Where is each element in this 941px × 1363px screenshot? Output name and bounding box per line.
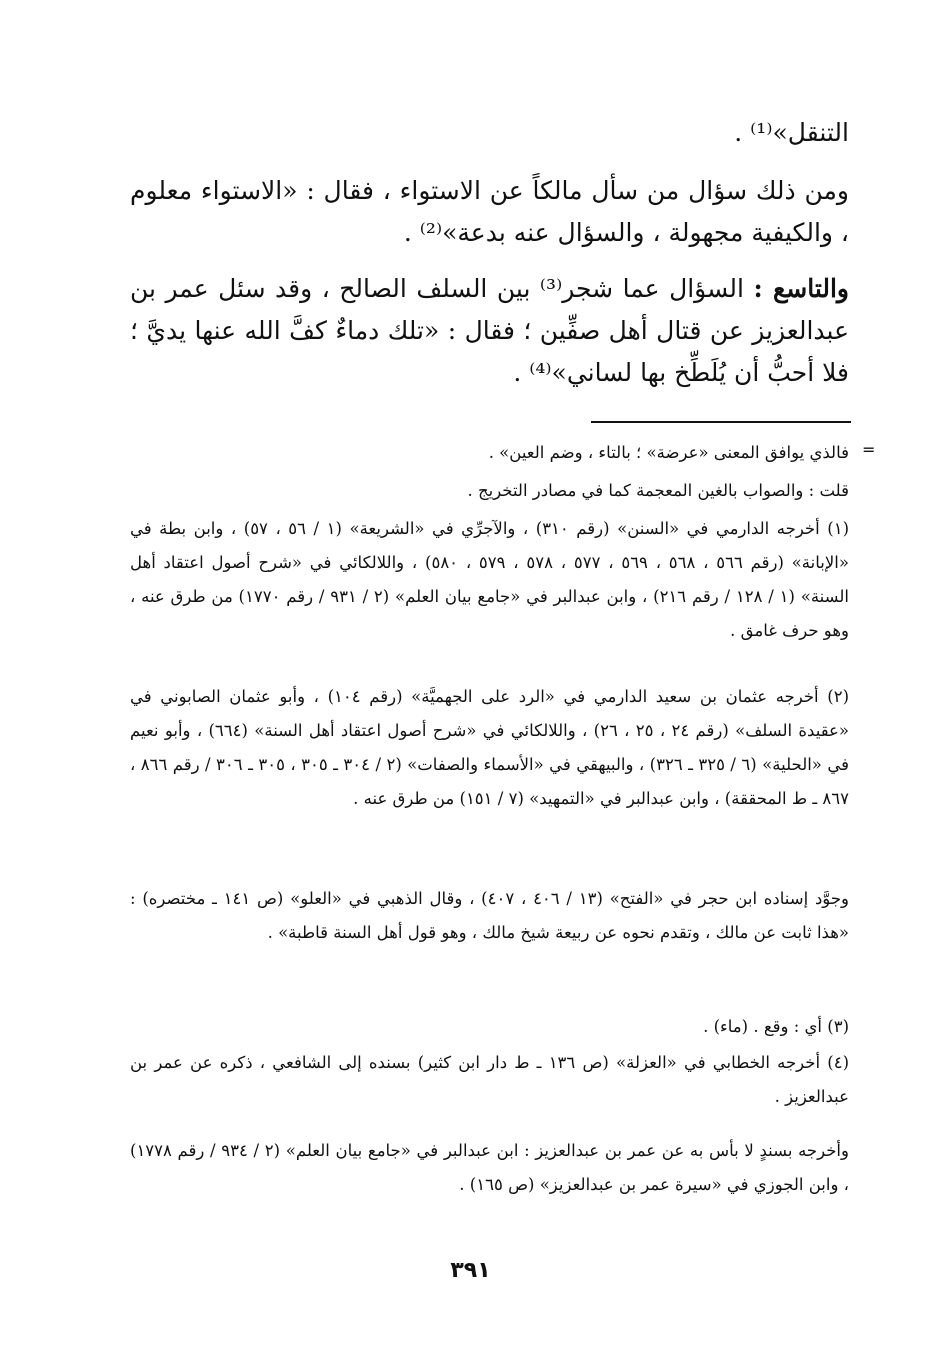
main-text-3 xyxy=(130,268,849,394)
footnote-2 xyxy=(130,680,849,816)
footnote-remark xyxy=(130,474,849,508)
section-text: السؤال عما شجر⁽³⁾ بين السلف الصالح ، وقد سئل عمر بن عبدالعزيز عن قتال أهل صفِّين ؛ فقال : «تلك دماءٌ كفَّ الله عنها يديَّ ؛ فلا أحبُّ أن يُلَطِّخ بها لساني»⁽⁴⁾ . xyxy=(130,274,849,387)
section-lead: والتاسع : xyxy=(753,274,849,303)
footnote-4 xyxy=(130,1046,849,1114)
main-text-1: التنقل»⁽¹⁾ . xyxy=(734,118,849,147)
footnote-separator xyxy=(591,421,851,423)
main-paragraph-2 xyxy=(130,170,849,254)
footnote-1 xyxy=(130,512,849,648)
footnote-text: (٣) أي : وقع . (ماء) . xyxy=(703,1017,849,1036)
footnote-text: فالذي يوافق المعنى «عرضة» ؛ بالتاء ، وضم العين» . xyxy=(488,443,849,462)
footnote-continued xyxy=(130,436,849,470)
footnote-4-extra xyxy=(130,1134,849,1202)
page-number: ٣٩١ xyxy=(450,1258,491,1283)
footnote-text: (٤) أخرجه الخطابي في «العزلة» (ص ١٣٦ ـ ط دار ابن كثير) بسنده إلى الشافعي ، ذكره عن عمر بن عبدالعزيز . xyxy=(130,1053,849,1106)
footnote-text: (٢) أخرجه عثمان بن سعيد الدارمي في «الرد على الجهميَّة» (رقم ١٠٤) ، وأبو عثمان الصابوني في «عقيدة السلف» (رقم ٢٤ ، ٢٥ ، ٢٦) ، واللالكائي في «شرح أصول اعتقاد أهل السنة» (٦٦٤) ، وأبو نعيم في «الحلية» (٦ / ٣٢٥ ـ ٣٢٦) ، والبيهقي في «الأسماء والصفات» (٢ / ٣٠٤ ـ ٣٠٥ ، ٣٠٥ ـ ٣٠٦ / رقم ٨٦٦ ، ٨٦٧ ـ ط المحققة) ، وابن عبدالبر في «التمهيد» (٧ / ١٥١) من طرق عنه . xyxy=(130,687,849,808)
footnote-3 xyxy=(130,1010,849,1044)
main-text-2: ومن ذلك سؤال من سأل مالكاً عن الاستواء ، فقال : «الاستواء معلوم ، والكيفية مجهولة ، والسؤال عنه بدعة»⁽²⁾ . xyxy=(130,176,849,247)
main-paragraph-1 xyxy=(130,112,849,154)
footnote-2-extra xyxy=(130,882,849,950)
footnote-text: وجوَّد إسناده ابن حجر في «الفتح» (١٣ / ٤٠٦ ، ٤٠٧) ، وقال الذهبي في «العلو» (ص ١٤١ ـ مختصره) : «هذا ثابت عن مالك ، وتقدم نحوه عن ربيعة شيخ مالك ، وهو قول أهل السنة قاطبة» . xyxy=(130,889,849,942)
footnote-continuation-mark: = xyxy=(862,440,876,459)
footnote-text: قلت : والصواب بالغين المعجمة كما في مصادر التخريج . xyxy=(467,481,849,500)
footnote-text: (١) أخرجه الدارمي في «السنن» (رقم ٣١٠) ، والآجرِّي في «الشريعة» (١ / ٥٦ ، ٥٧) ، وابن بطة في «الإبانة» (رقم ٥٦٦ ، ٥٦٨ ، ٥٦٩ ، ٥٧٧ ، ٥٧٨ ، ٥٧٩ ، ٥٨٠) ، واللالكائي في «شرح أصول اعتقاد أهل السنة» (١ / ١٢٨ / رقم ٢١٦) ، وابن عبدالبر في «جامع بيان العلم» (٢ / ٩٣١ / رقم ١٧٧٠) من طرق عنه ، وهو حرف غامق . xyxy=(130,519,849,640)
main-paragraph-3 xyxy=(130,268,849,394)
footnote-text: وأخرجه بسندٍ لا بأس به عن عمر بن عبدالعزيز : ابن عبدالبر في «جامع بيان العلم» (٢ / ٩٣٤ / رقم ١٧٧٨) ، وابن الجوزي في «سيرة عمر بن عبدالعزيز» (ص ١٦٥) . xyxy=(130,1141,849,1194)
